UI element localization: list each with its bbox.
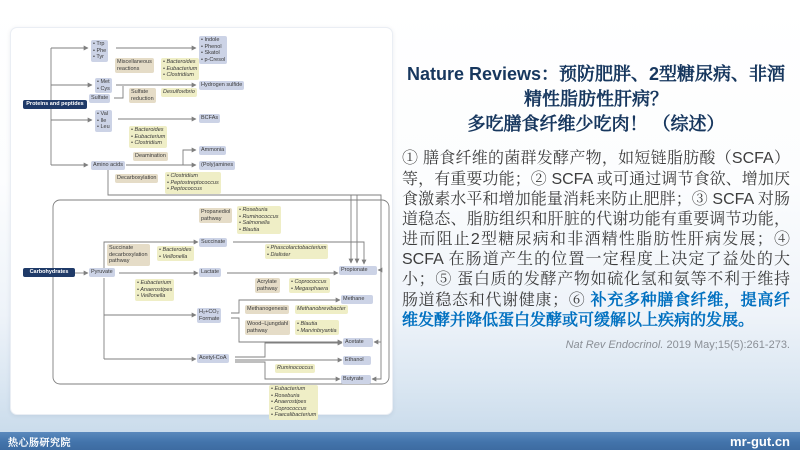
citation-journal: Nat Rev Endocrinol. [565, 338, 664, 351]
propionate-box: Propionate [339, 266, 377, 275]
footer-brand: 热心肠研究院 [8, 437, 71, 449]
page-title-line: 多吃膳食纤维少吃肉！ （综述） [467, 113, 725, 134]
ethanol-box: Ethanol [343, 356, 371, 365]
footer-url: mr-gut.cn [730, 433, 790, 449]
sulfate-reduction-box: Sulfate reduction [131, 89, 154, 102]
succinate-decarboxylation-box: Succinate decarboxylation pathway [109, 245, 148, 265]
decarboxylation-box: Decarboxylation [117, 175, 157, 181]
h2-co2-formate-box: H₂+CO₂ Formate [199, 309, 220, 322]
pyruvate-box: Pyruvate [91, 269, 113, 275]
lactate-box: Lactate [201, 269, 220, 275]
carbohydrates-box: Carbohydrates [23, 268, 75, 277]
val-ile-leu-box: • Val • Ile • Leu [97, 111, 110, 131]
amino-acids-box: Amino acids [93, 162, 123, 168]
met-cys-box: • Met • Cys [97, 79, 110, 92]
propanediol-pathway-box: Propanediol pathway [201, 209, 231, 222]
deamination-box: Deamination [135, 153, 166, 159]
acetate-box: Acetate [343, 338, 373, 347]
ruminococcus-box: Ruminococcus [277, 365, 314, 371]
ammonia-box: Ammonia [201, 147, 225, 153]
succinate-box: Succinate [201, 239, 226, 245]
page-title [402, 62, 790, 136]
phascolarctobacterium-box: • Phascolarctobacterium • Dialister [267, 245, 327, 258]
bacteria-wood-box: • Blautia • Marvinbryantia [297, 321, 337, 334]
proteins-and-peptides-box: Proteins and peptides [23, 100, 87, 109]
polyamines-box: (Poly)amines [201, 162, 234, 168]
footer-bar [0, 432, 800, 450]
bacteria-lactate-box: • Eubacterium • Anaerostipes • Veillonella [137, 280, 173, 300]
acetyl-coa-box: Acetyl-CoA [199, 355, 227, 361]
bacteria-bcfa-box: • Bacteroides • Eubacterium • Clostridium [131, 127, 166, 147]
bacteria-propanediol-box: • Roseburia • Ruminococcus • Salmonella • Blautia [239, 207, 279, 233]
bacteria-misc-box: • Bacteroides • Eubacterium • Clostridium [163, 59, 198, 79]
summary-segment: ① 膳食纤维的菌群发酵产物，如短链脂肪酸（SCFA）等，有重要功能；② SCFA 或可通过调节食欲、增加厌食激素水平和增加能量消耗来防止肥胖；③ SCFA 对肠道稳态、脂肪组织和肝脏的代谢功能有重要调节功能，进而阻止2型糖尿病和非酒精性脂肪性肝病发展；④ SCFA 在肠道产生的位置一定程度上决定了益处的大小；⑤ 蛋白质的发酵产物如硫化氢和氨等不利于维持肠道稳态和代谢健康；⑥ [402, 150, 790, 309]
bacteria-butyrate-box: • Eubacterium • Roseburia • Anaerostipes • Coprococcus • Faecalibacterium [271, 386, 317, 419]
bcfas-box: BCFAs [201, 115, 219, 121]
trp-phe-tyr-box: • Trp • Phe • Tyr [93, 41, 107, 61]
summary-highlight: 补充多种膳食纤维，提高纤维发酵并降低蛋白发酵或可缓解以上疾病的发展。 [402, 291, 790, 329]
page-title-line: Nature Reviews：预防肥胖、2型糖尿病、非酒 [406, 64, 786, 84]
page-title-line: 精性脂肪性肝病？ [524, 88, 668, 109]
indole-phenol-box: • Indole • Phenol • Skatol • p-Cresol [201, 37, 226, 63]
desulfovibrio-box: Desulfovibrio [163, 89, 195, 95]
diagram-nodes [11, 28, 394, 419]
bacteria-decarb-box: • Clostridium • Peptostreptococcus • Peptococcus [167, 173, 219, 193]
butyrate-box: Butyrate [341, 375, 371, 384]
citation [402, 339, 790, 351]
methane-box: Methane [341, 295, 373, 304]
bacteria-acrylate-box: • Coprococcus • Megasphaera [291, 279, 329, 292]
hydrogen-sulfide-box: Hydrogen sulfide [201, 82, 243, 88]
bacteria-succinate-box: • Bacteroides • Veillonella [159, 247, 192, 260]
methanobrevibacter-box: Methanobrevibacter [297, 306, 346, 312]
summary-text [402, 149, 790, 330]
wood-ljungdahl-box: Wood–Ljungdahl pathway [247, 321, 289, 334]
citation-detail: 2019 May;15(5):261-273. [663, 338, 790, 351]
methanogenesis-box: Methanogenesis [247, 306, 288, 312]
acrylate-pathway-box: Acrylate pathway [257, 279, 278, 292]
pathway-diagram-panel [10, 27, 393, 419]
sulfate-box: Sulfate [91, 95, 109, 101]
summary-panel [402, 62, 790, 351]
miscellaneous-reactions-box: Miscellaneous reactions [117, 59, 152, 72]
